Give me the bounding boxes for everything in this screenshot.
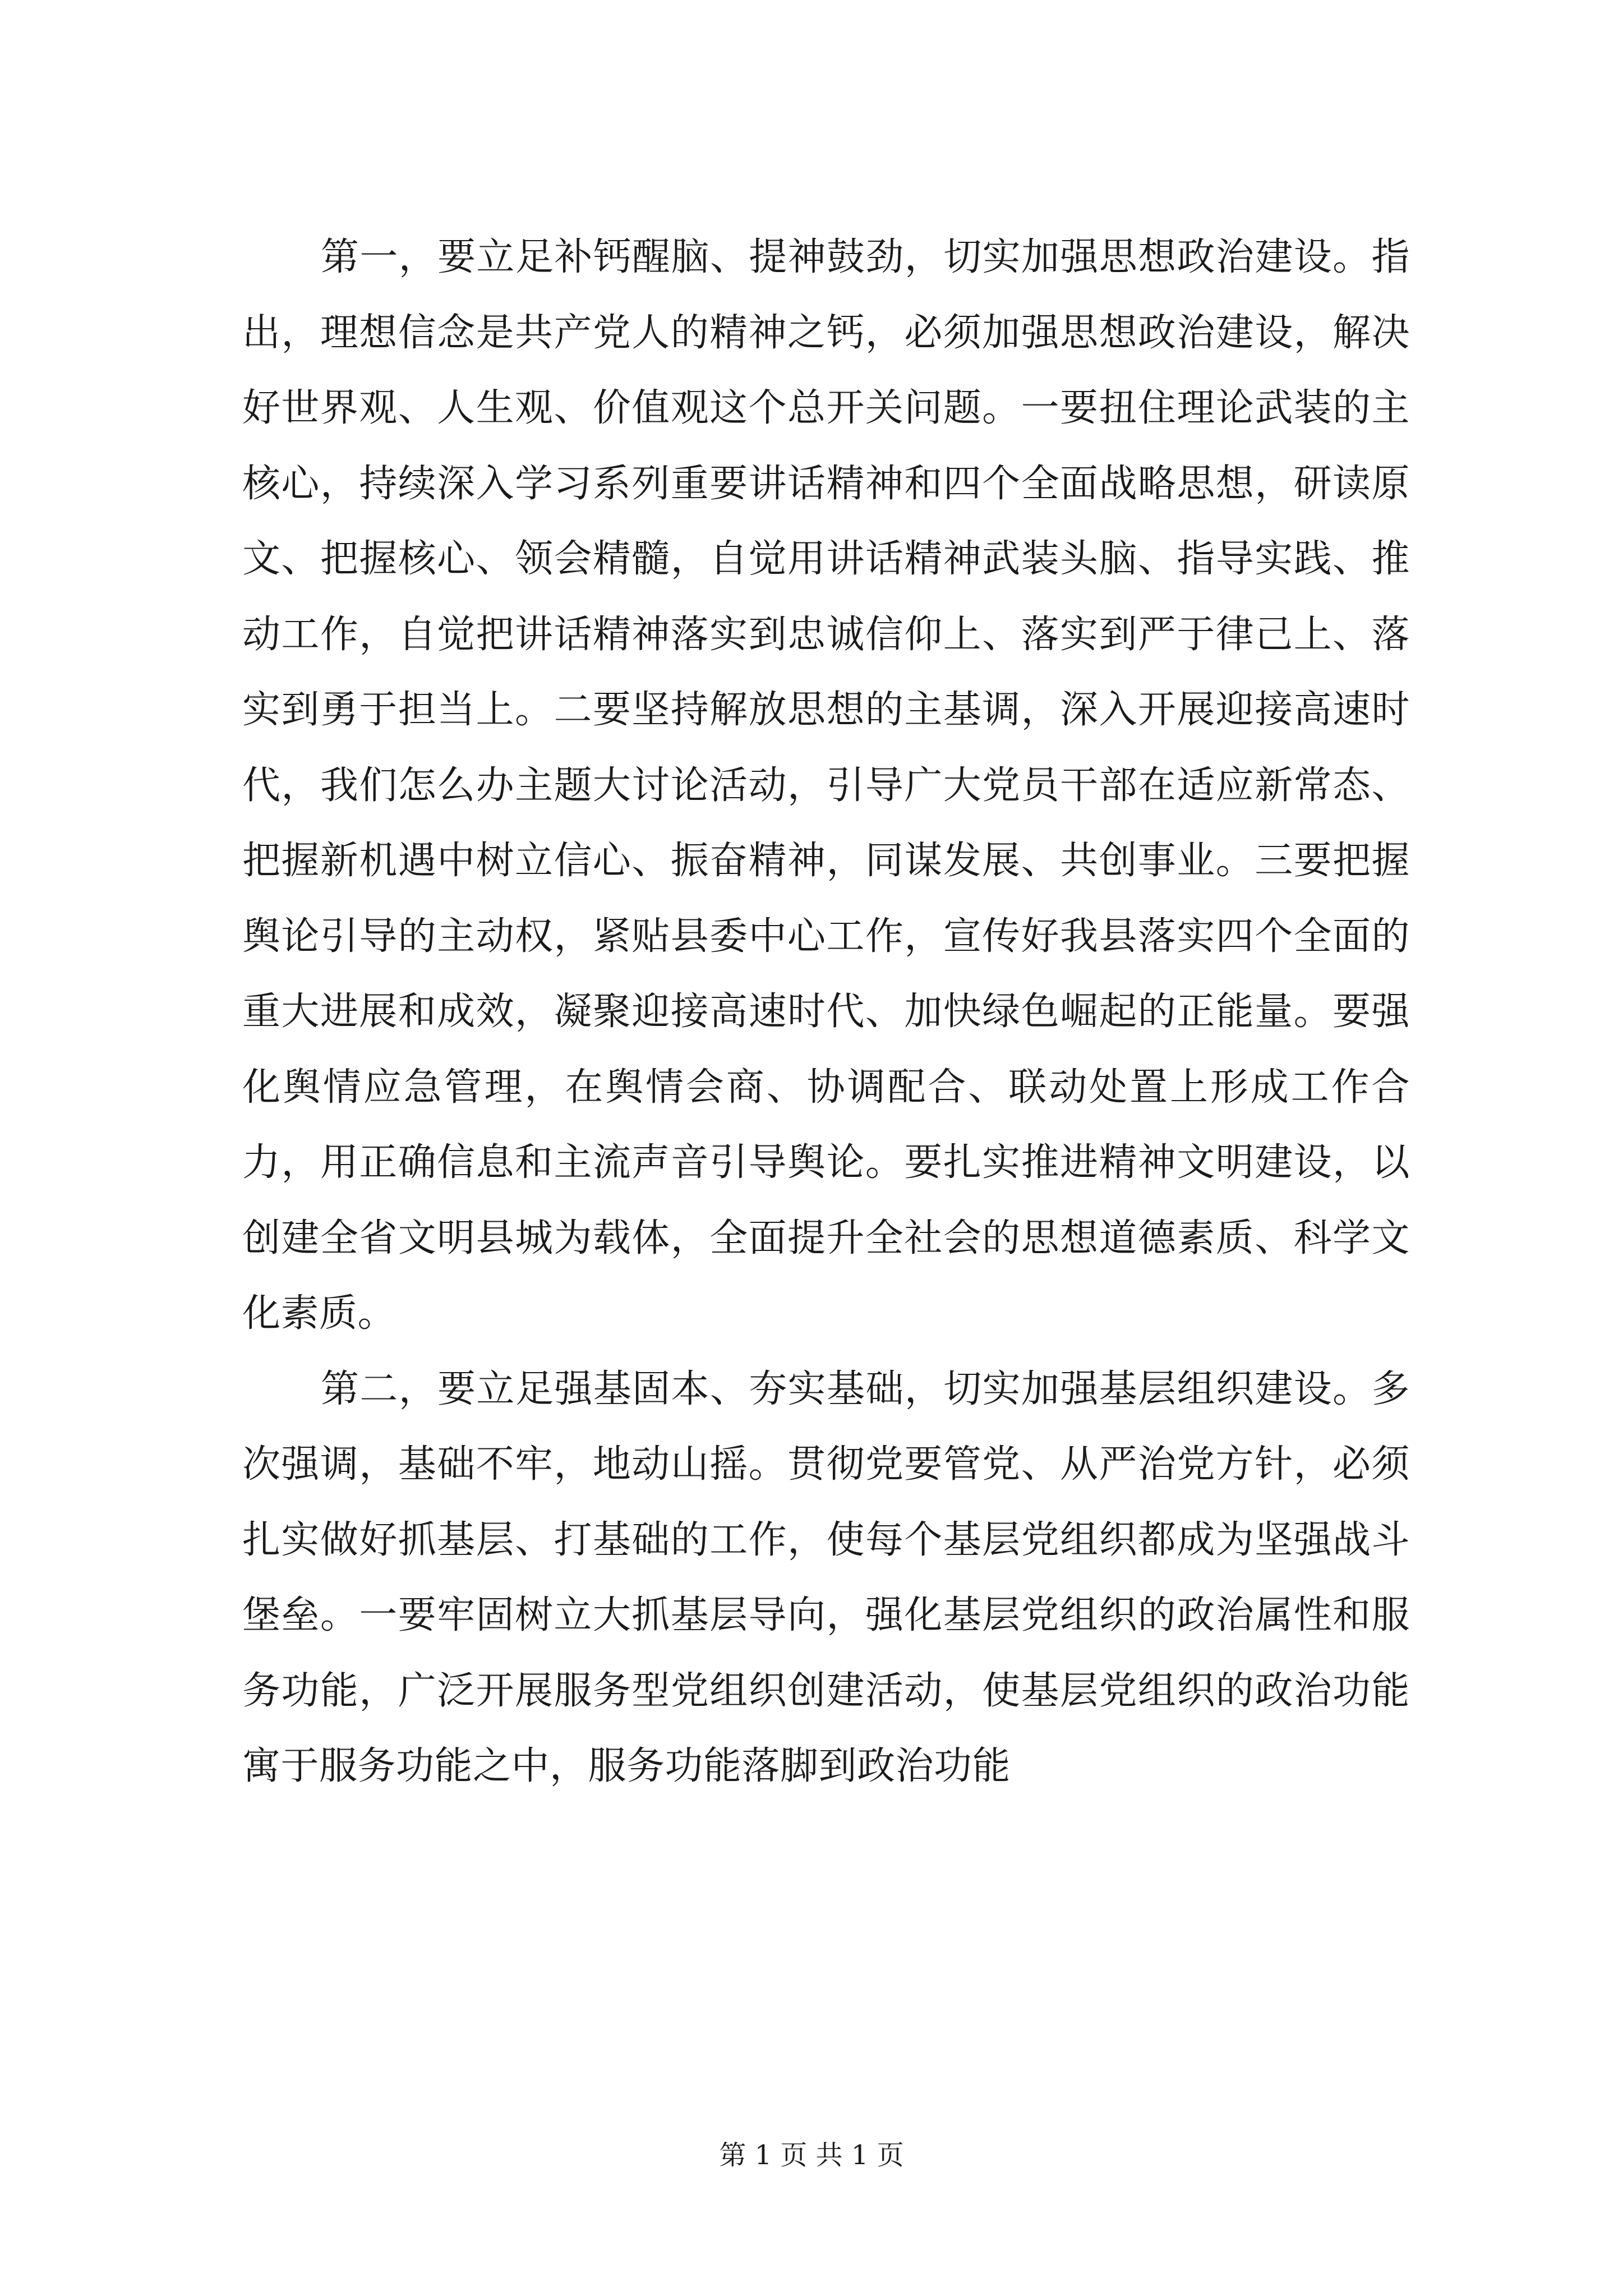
paragraph-1: 第一，要立足补钙醒脑、提神鼓劲，切实加强思想政治建设。指出，理想信念是共产党人的精神之钙，必须加强思想政治建设，解决好世界观、人生观、价值观这个总开关问题。一要扭住理论武装的主核心，持续深入学习系列重要讲话精神和四个全面战略思想，研读原文、把握核心、领会精髓，自觉用讲话精神武装头脑、指导实践、推动工作，自觉把讲话精神落实到忠诚信仰上、落实到严于律己上、落实到勇于担当上。二要坚持解放思想的主基调，深入开展迎接高速时代，我们怎么办主题大讨论活动，引导广大党员干部在适应新常态、把握新机遇中树立信心、振奋精神，同谋发展、共创事业。三要把握舆论引导的主动权，紧贴县委中心工作，宣传好我县落实四个全面的重大进展和成效，凝聚迎接高速时代、加快绿色崛起的正能量。要强化舆情应急管理，在舆情会商、协调配合、联动处置上形成工作合力，用正确信息和主流声音引导舆论。要扎实推进精神文明建设，以创建全省文明县城为载体，全面提升全社会的思想道德素质、科学文化素质。 bbox=[242, 235, 1410, 1336]
document-body bbox=[242, 220, 1410, 1805]
paragraph-2: 第二，要立足强基固本、夯实基础，切实加强基层组织建设。多次强调，基础不牢，地动山摇。贯彻党要管党、从严治党方针，必须扎实做好抓基层、打基础的工作，使每个基层党组织都成为坚强战斗堡垒。一要牢固树立大抓基层导向，强化基层党组织的政治属性和服务功能，广泛开展服务型党组织创建活动，使基层党组织的政治功能寓于服务功能之中，服务功能落脚到政治功能 bbox=[242, 1366, 1410, 1788]
page-footer: 第 1 页 共 1 页 bbox=[719, 2139, 904, 2171]
